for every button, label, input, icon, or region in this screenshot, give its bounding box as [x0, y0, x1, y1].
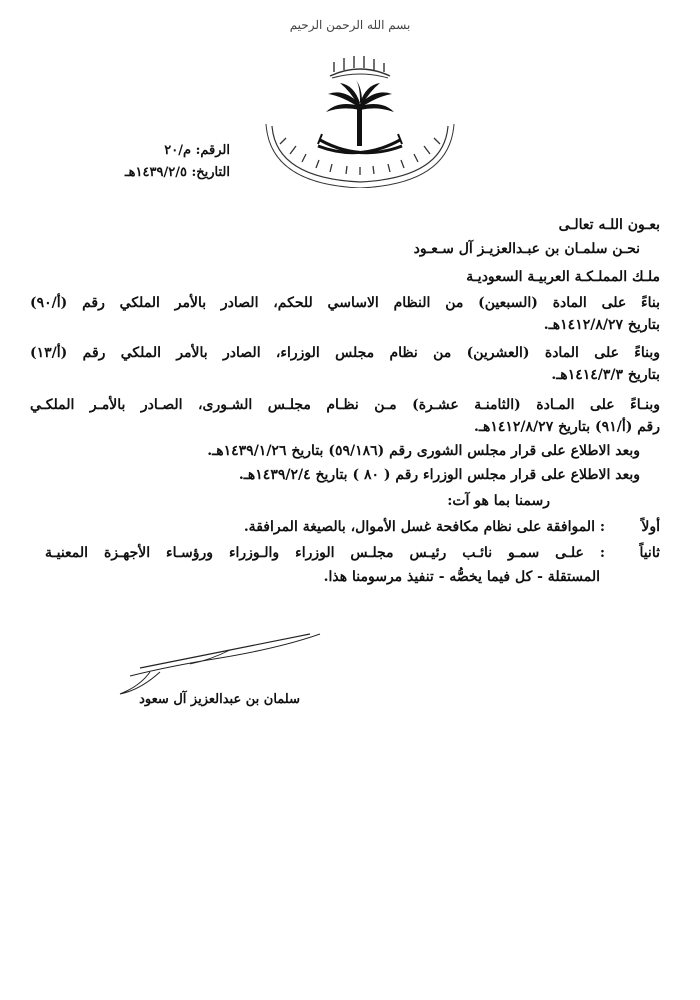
review-cabinet-line: وبعد الاطلاع على قرار مجلس الوزراء رقم ( ٨٠ ) بتاريخ ١٤٣٩/٢/٤هـ. — [238, 467, 640, 483]
basmala: بسم الله الرحمن الرحيم — [289, 18, 411, 32]
signatory-name: سلمان بن عبدالعزيز آل سعود — [139, 692, 300, 707]
handwritten-signature — [70, 628, 330, 698]
palm-tree-icon — [326, 80, 394, 146]
review-shura-line: وبعد الاطلاع على قرار مجلس الشورى رقم (٥٩/١٨٦) بتاريخ ١٤٣٩/١/٢٦هـ. — [207, 443, 640, 459]
paragraph-1-line-1: بناءً على المادة (السبعين) من النظام الاساسي للحكم، الصادر بالأمر الملكي رقم (أ/٩٠) — [30, 295, 660, 311]
paragraph-3-line-1: وبنـاءً على المـادة (الثامنـة عشـرة) مـن نظـام مجلـس الشـورى، الصـادر بالأمـر الملكـي — [30, 397, 660, 413]
reference-number: الرقم: م/٢٠ — [164, 143, 230, 158]
king-line: نحـن سلمـان بن عبـدالعزيـز آل سـعـود — [413, 241, 640, 257]
shahada-calligraphy — [330, 56, 390, 78]
decree-date: التاريخ: ١٤٣٩/٢/٥هـ — [124, 165, 230, 180]
reference-block — [120, 140, 230, 184]
item-1-label: أولاً — [641, 519, 660, 535]
invocation: بعـون اللـه تعالـى — [558, 217, 660, 233]
item-1-text: : الموافقة على نظام مكافحة غسل الأموال، بالصيغة المرافقة. — [243, 519, 605, 535]
paragraph-1-line-2: بتاريخ ١٤١٢/٨/٢٧هـ. — [543, 317, 660, 333]
item-2-label: ثانياً — [639, 545, 660, 561]
paragraph-2-line-1: وبناءً على المادة (العشرين) من نظام مجلس الوزراء، الصادر بالأمر الملكي رقم (أ/١٣) — [30, 345, 660, 361]
title-line: ملـك المملـكـة العربيـة السعوديـة — [466, 269, 660, 285]
paragraph-2-line-2: بتاريخ ١٤١٤/٣/٣هـ. — [551, 367, 660, 383]
decree-intro: رسمنا بما هو آت: — [447, 493, 550, 509]
saudi-emblem-icon — [260, 48, 460, 188]
item-2-line-2: المستقلة - كل فيما يخصُّه - تنفيذ مرسومنا هذا. — [323, 569, 600, 585]
item-2-line-1: : علـى سمـو نائـب رئيـس مجلـس الوزراء والـوزراء ورؤسـاء الأجهـزة المعنيـة — [45, 545, 605, 561]
paragraph-3-line-2: رقم (أ/٩١) بتاريخ ١٤١٢/٨/٢٧هـ. — [473, 419, 660, 435]
